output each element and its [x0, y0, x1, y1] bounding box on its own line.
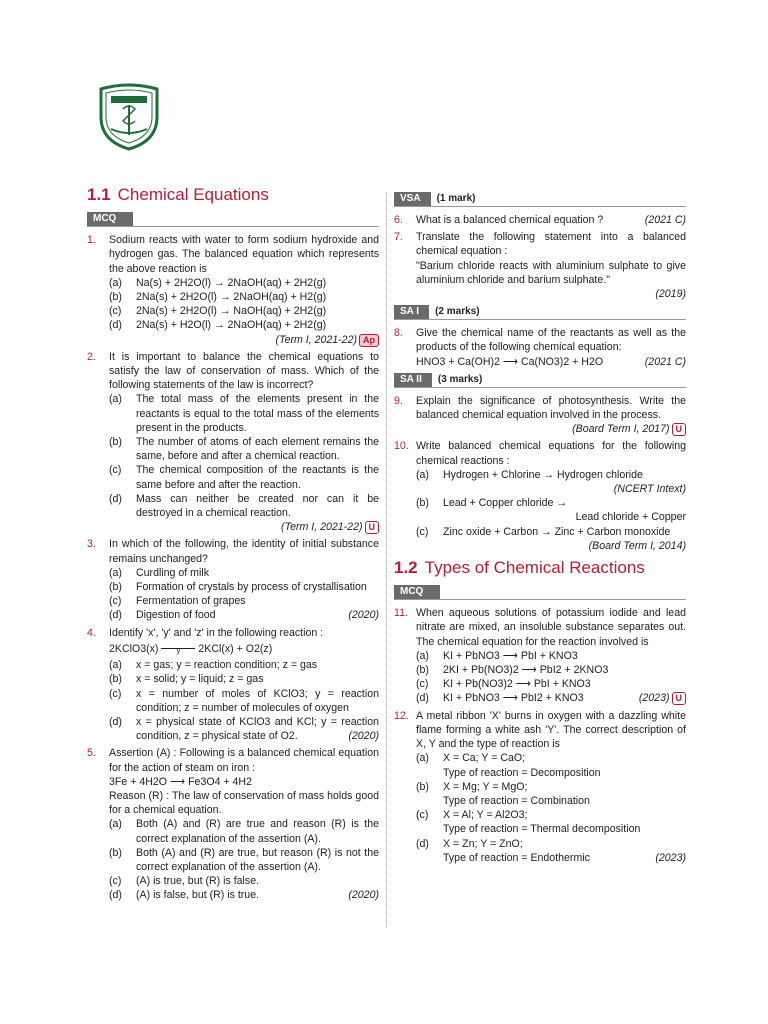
q4-option-a: (a) x = gas; y = reaction condition; z = gas [109, 659, 318, 672]
question-10: 10. Write balanced chemical equations for the following chemical reactions : (a) Hydrogen + Chlorine → Hydrogen chloride (NCERT Intext) (b) Lead + Copper chloride → Lead chloride + Copper (c) Zinc oxide + Carbon → Zinc + Carbon monoxide (Board Term I, 2014) [394, 440, 686, 552]
question-6: 6. What is a balanced chemical equation ? (2021 C) [394, 214, 686, 226]
q5-option-a: (a) Both (A) and (R) are true and reason (R) is the correct explanation of the assertion (A). [109, 818, 379, 845]
section-title-1-1: 1.1 Chemical Equations [87, 185, 269, 204]
question-4-text: Identify 'x', 'y' and 'z' in the following reaction : [109, 626, 324, 639]
question-3-text: In which of the following, the identity of initial substance remains unchanged? [109, 538, 379, 565]
q4-option-b: (b) x = solid; y = liquid; z = gas [109, 673, 264, 686]
understand-badge: U [672, 423, 687, 436]
q4-year: (2020) [348, 730, 379, 743]
mcq-tag-row-2 [394, 585, 686, 600]
left-column [87, 185, 379, 906]
q3-year: (2020) [348, 609, 379, 622]
sa1-tag: SA I [394, 305, 429, 319]
q5-option-b: (b) Both (A) and (R) are true, but reason (R) is not the correct explanation of the assertion (A). [109, 846, 379, 873]
q3-option-d: (d) Digestion of food (2020) [109, 609, 379, 622]
sa2-tag-row: SA II (3 marks) [394, 373, 686, 388]
q5-reason: Reason (R) : The law of conservation of mass holds good for a chemical equation. [109, 789, 379, 817]
q4-equation: 2KClO3(x) y 2KCl(x) + O2(z) [109, 642, 273, 655]
understand-badge: U [672, 692, 687, 705]
q2-option-a: (a) The total mass of the elements present in the reactants is equal to the total mass of the elements present in the products. [109, 393, 379, 434]
q4-option-c: (c) x = number of moles of KClO3; y = reaction condition; z = number of molecules of oxygen [109, 687, 379, 714]
question-7: 7. Translate the following statement into a balanced chemical equation : "Barium chloride reacts with aluminium sulphate to give aluminium chloride and barium sulphate." (2019) [394, 231, 686, 301]
q4-option-d: (d) x = physical state of KClO3 and KCl; y = reaction condition, z = physical state of O2. (2020) [109, 715, 379, 743]
right-column [394, 188, 686, 868]
q2-option-d: (d) Mass can neither be created nor can it be destroyed in a chemical reaction. [109, 492, 379, 520]
question-1-text: Sodium reacts with water to form sodium hydroxide and hydrogen gas. The balanced equation which represents the above reaction is [109, 234, 379, 275]
mcq-tag: MCQ [87, 212, 133, 226]
question-4: 4. Identify 'x', 'y' and 'z' in the following reaction : 2KClO3(x) y 2KCl(x) + O2(z) (a) x = gas; y = reaction condition; z = gas (b) x = solid; y = liquid; z = gas (c) x = number of moles of KClO3; y = reaction condition; z = number of molecules of oxygen (d) x = physical state of KClO3 and KCl; y = reaction condition, z = physical state of O2. (2020) [87, 626, 379, 743]
q1-option-b: (b) 2Na(s) + 2H2O(l) → 2NaOH(aq) + H2(g) [109, 291, 327, 304]
q5-equation: 3Fe + 4H2O ⟶ Fe3O4 + 4H2 [109, 775, 252, 788]
school-crest-logo [97, 83, 161, 151]
q3-option-c: (c) Fermentation of grapes [109, 595, 246, 608]
question-8: 8. Give the chemical name of the reactants as well as the products of the following chemical equation: HNO3 + Ca(OH)2 ⟶ Ca(NO3)2 + H2O (2021 C) [394, 327, 686, 368]
vsa-tag-row: VSA (1 mark) [394, 192, 686, 207]
q2-reference: (Term I, 2021-22) U [109, 520, 379, 534]
question-2-text: It is important to balance the chemical equations to satisfy the law of conservation of mass. Which of the following statements of the law is incorrect? [109, 350, 379, 392]
question-5: 5. Assertion (A) : Following is a balanced chemical equation for the action of steam on iron : 3Fe + 4H2O ⟶ Fe3O4 + 4H2 Reason (R) : The law of conservation of mass holds good for a chemical equation. (a) Both (A) and (R) are true and reason (R) is the correct explanation of the assertion (A). (b) Both (A) and (R) are true, but reason (R) is not the correct explanation of the assertion (A). (c) (A) is true, but (R) is false. (d) (A) is false, but (R) is true. (2020) [87, 747, 379, 902]
section-title-1-2: 1.2 Types of Chemical Reactions [394, 558, 645, 578]
q1-option-c: (c) 2Na(s) + 2H2O(l) → NaOH(aq) + 2H2(g) [109, 305, 327, 318]
apply-badge: Ap [359, 334, 379, 347]
question-3: 3. In which of the following, the identity of initial substance remains unchanged? (a) Curdling of milk (b) Formation of crystals by process of crystallisation (c) Fermentation of grapes (d) Digestion of food (2020) [87, 538, 379, 622]
q5-year: (2020) [348, 889, 379, 902]
sa1-tag-row: SA I (2 marks) [394, 305, 686, 320]
q5-option-d: (d) (A) is false, but (R) is true. (2020) [109, 889, 379, 902]
question-2: 2. It is important to balance the chemical equations to satisfy the law of conservation of mass. Which of the following statements of the law is incorrect? (a) The total mass of the elements present in the reactants is equal to the total mass of the elements present in the products. (b) The number of atoms of each element remains the same, before and after a chemical reaction. (c) The chemical composition of the reactants is the same before and after the reaction. (d) Mass can neither be created nor can it be destroyed in a chemical reaction. (Term I, 2021-22) U [87, 350, 379, 534]
question-12: 12. A metal ribbon 'X' burns in oxygen with a dazzling white flame forming a white ash 'Y'. The correct description of X, Y and the type of reaction is (a) X = Ca; Y = CaO; Type of reaction = Decomposition (b) X = Mg; Y = MgO; Type of reaction = Combination (c) X = Al; Y = Al2O3; Type of reaction = Thermal decomposition (d) X = Zn; Y = ZnO; Type of reaction = Endothermic (2023) [394, 709, 686, 864]
question-11: 11. When aqueous solutions of potassium iodide and lead nitrate are mixed, an insoluble substance separates out. The chemical equation for the reaction involved is (a) KI + PbNO3 ⟶ PbI + KNO3 (b) 2KI + Pb(NO3)2 ⟶ PbI2 + 2KNO3 (c) KI + Pb(NO3)2 ⟶ PbI + KNO3 (d) KI + PbNO3 ⟶ PbI2 + KNO3 (2023) U [394, 607, 686, 705]
sa2-tag: SA II [394, 373, 432, 387]
mcq-tag: MCQ [394, 585, 440, 599]
q1-option-d: (d) 2Na(s) + H2O(l) → 2NaOH(aq) + 2H2(g) [109, 319, 327, 332]
q5-option-c: (c) (A) is true, but (R) is false. [109, 875, 260, 888]
q2-option-c: (c) The chemical composition of the reactants is the same before and after the reaction. [109, 464, 379, 491]
q5-assertion: Assertion (A) : Following is a balanced chemical equation for the action of steam on iron : [109, 747, 379, 774]
q3-option-a: (a) Curdling of milk [109, 566, 210, 579]
q1-reference: (Term I, 2021-22) Ap [109, 333, 379, 347]
question-9: 9. Explain the significance of photosynthesis. Write the balanced chemical equation involved in the process. (Board Term I, 2017) U [394, 394, 686, 436]
column-divider [386, 192, 387, 927]
question-1: 1. Sodium reacts with water to form sodium hydroxide and hydrogen gas. The balanced equation which represents the above reaction is (a) Na(s) + 2H2O(l) → 2NaOH(aq) + 2H2(g) (b) 2Na(s) + 2H2O(l) → 2NaOH(aq) + H2(g) (c) 2Na(s) + 2H2O(l) → NaOH(aq) + 2H2(g) (d) 2Na(s) + H2O(l) → 2NaOH(aq) + 2H2(g) (Term I, 2021-22) Ap [87, 234, 379, 346]
q1-option-a: (a) Na(s) + 2H2O(l) → 2NaOH(aq) + 2H2(g) [109, 276, 327, 289]
q2-option-b: (b) The number of atoms of each element remains the same, before and after a chemical reaction. [109, 436, 379, 463]
understand-badge: U [365, 521, 380, 534]
mcq-tag-row [87, 212, 379, 227]
q3-option-b: (b) Formation of crystals by process of crystallisation [109, 581, 367, 594]
vsa-tag: VSA [394, 192, 431, 206]
